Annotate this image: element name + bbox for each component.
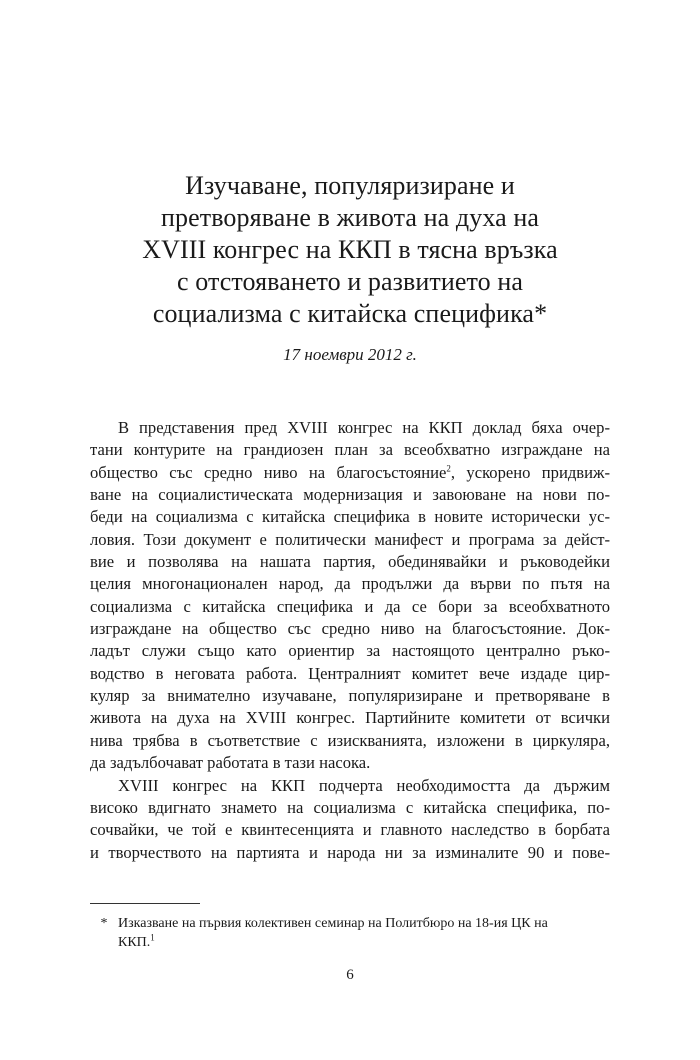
text-line: и творчеството на партията и народа ни за изминалите 90 и пове- bbox=[90, 842, 610, 862]
chapter-title-line: Изучаване, популяризиране и bbox=[185, 171, 515, 200]
chapter-title-line-last bbox=[120, 298, 580, 330]
chapter-title-line: XVIII конгрес на ККП в тясна връзка bbox=[142, 235, 558, 264]
footnote bbox=[90, 914, 610, 952]
text-line: нива трябва в съответствие с изискванията, изложени в циркуляра, bbox=[90, 730, 610, 750]
text-line: ване на социалистическата модернизация и завоюване на нови по- bbox=[90, 485, 610, 505]
footnote-line: Изказване на първия колективен семинар на Политбюро на 18-ия ЦК на bbox=[118, 916, 548, 931]
footnote-ref-1: 1 bbox=[150, 932, 155, 943]
text-line: водство в неговата работа. Централният комитет вече издаде цир- bbox=[90, 663, 610, 683]
text-line: социализма с китайска специфика и да се бори за всеобхватното bbox=[90, 596, 610, 616]
text-line: ладът служи също като ориентир за настоящото централно ръко- bbox=[90, 641, 610, 661]
footnote-ref-2: 2 bbox=[446, 463, 451, 474]
chapter-title-line: социализма с китайска специфика bbox=[152, 299, 535, 328]
text-segment: , ускорено придвиж- bbox=[450, 462, 610, 482]
footnote-text bbox=[118, 914, 610, 952]
paragraph-1 bbox=[90, 417, 610, 775]
text-line: В представения пред XVIII конгрес на ККП доклад бяха очер- bbox=[118, 418, 610, 437]
footnote-row bbox=[90, 914, 610, 952]
footnote-line: ККП. bbox=[118, 935, 151, 950]
chapter-title-line: с отстояването и развитието на bbox=[176, 267, 524, 296]
page-number: 6 bbox=[346, 967, 354, 983]
text-line: да задълбочават работата в тази насока. bbox=[90, 753, 371, 773]
text-segment: общество със средно ниво на благосъстояние bbox=[90, 462, 447, 482]
text-line: беди на социализма с китайска специфика в новите исторически ус- bbox=[90, 507, 610, 527]
text-line: целия многонационален народ, да продължи да върви по пътя на bbox=[90, 574, 610, 594]
text-line: XVIII конгрес на ККП подчерта необходимостта да държим bbox=[118, 775, 610, 795]
text-line: изграждане на общество със средно ниво на благосъстояние. Док- bbox=[90, 619, 610, 639]
text-line: сочвайки, че той е квинтесенцията и главното наследство в борбата bbox=[90, 820, 610, 840]
speech-date: 17 ноември 2012 г. bbox=[283, 345, 417, 364]
text-line: високо вдигнато знамето на социализма с китайска специфика, по- bbox=[90, 797, 610, 817]
text-line: ловия. Този документ е политически манифест и програма за дейст- bbox=[90, 529, 610, 549]
text-line: тани контурите на грандиозен план за всеобхватно изграждане на bbox=[90, 440, 610, 460]
text-line-with-note bbox=[90, 462, 610, 484]
text-line: живота на духа на XVIII конгрес. Партийните комитети от всички bbox=[90, 708, 610, 728]
main-text bbox=[90, 417, 610, 864]
text-line: куляр за внимателно изучаване, популяризиране и претворяване в bbox=[90, 686, 610, 706]
chapter-title bbox=[120, 170, 580, 330]
footnote-separator bbox=[90, 903, 200, 904]
footnote-mark: * bbox=[100, 916, 108, 931]
title-footnote-mark: * bbox=[534, 299, 548, 328]
paragraph-2 bbox=[90, 775, 610, 864]
text-line: вие и позволява на нашата партия, обединявайки и ръководейки bbox=[90, 552, 610, 572]
chapter-title-line: претворяване в живота на духа на bbox=[161, 203, 539, 232]
